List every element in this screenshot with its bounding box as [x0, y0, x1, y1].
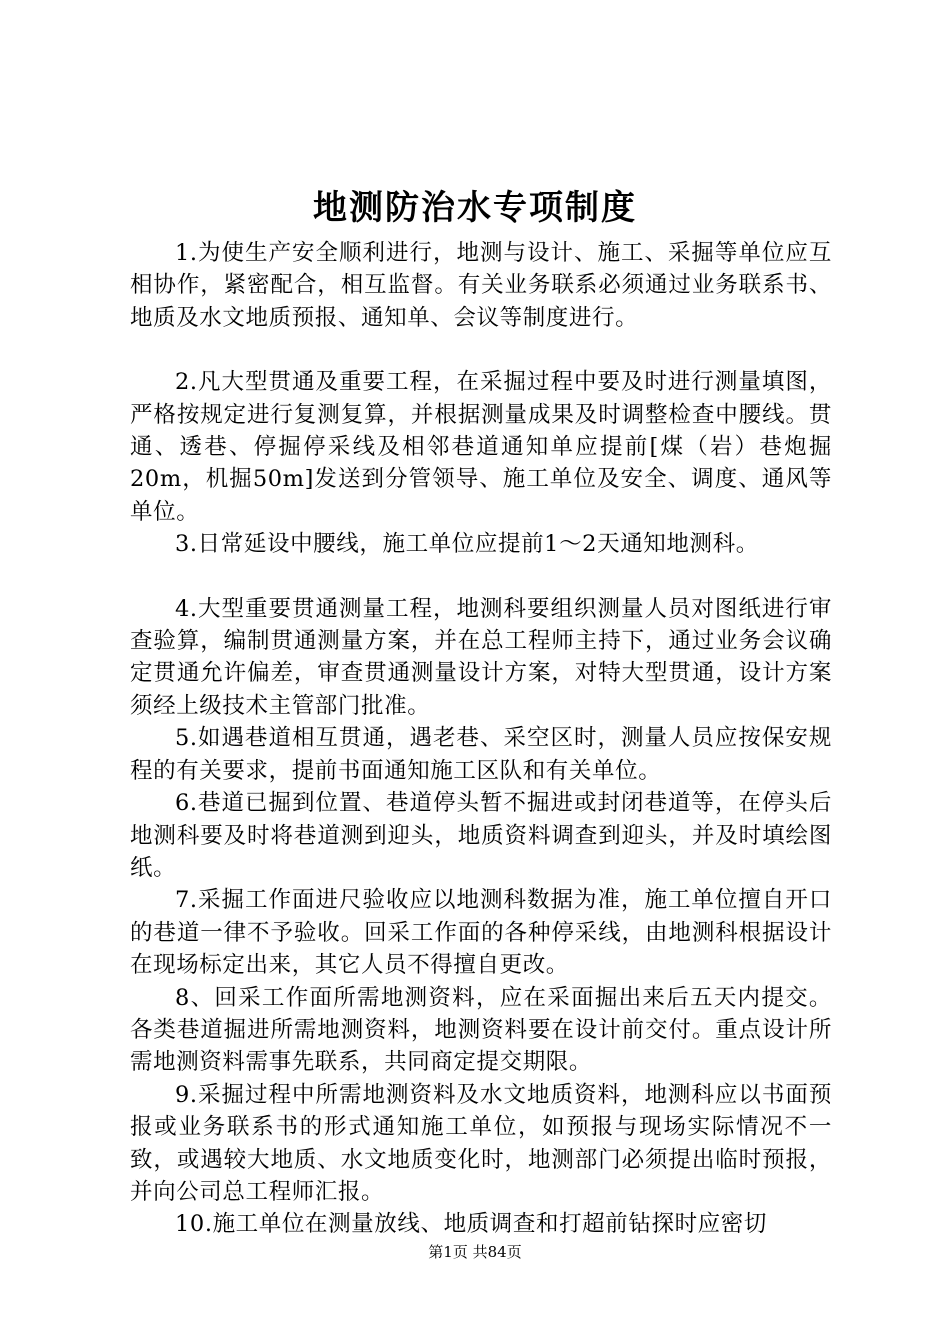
paragraph-10: 10.施工单位在测量放线、地质调查和打超前钻探时应密切: [175, 1211, 767, 1238]
paragraph-6: 6.巷道已掘到位置、巷道停头暂不掘进或封闭巷道等，在停头后地测科要及时将巷道测到迎头，地质资料调查到迎头，并及时填绘图纸。: [130, 790, 832, 881]
paragraph-1: 1.为使生产安全顺利进行，地测与设计、施工、采掘等单位应互相协作，紧密配合，相互监督。有关业务联系必须通过业务联系书、地质及水文地质预报、通知单、会议等制度进行。: [130, 240, 832, 331]
paragraph-2: 2.凡大型贯通及重要工程，在采掘过程中要及时进行测量填图，严格按规定进行复测复算，并根据测量成果及时调整检查中腰线。贯通、透巷、停掘停采线及相邻巷道通知单应提前[煤（岩）巷炮掘20m，机掘50m]发送到分管领导、施工单位及安全、调度、通风等单位。: [130, 369, 832, 525]
page-number-footer: 第1页 共84页: [428, 1243, 522, 1261]
document-title: 地测防治水专项制度: [313, 188, 637, 228]
paragraph-9: 9.采掘过程中所需地测资料及水文地质资料，地测科应以书面预报或业务联系书的形式通知施工单位，如预报与现场实际情况不一致，或遇较大地质、水文地质变化时，地测部门必须提出临时预报，并向公司总工程师汇报。: [130, 1081, 832, 1205]
paragraph-4: 4.大型重要贯通测量工程，地测科要组织测量人员对图纸进行审查验算，编制贯通测量方案，并在总工程师主持下，通过业务会议确定贯通允许偏差，审查贯通测量设计方案，对特大型贯通，设计方案须经上级技术主管部门批准。: [130, 595, 832, 719]
document-body: [130, 237, 832, 1241]
paragraph-8: 8、回采工作面所需地测资料，应在采面掘出来后五天内提交。各类巷道掘进所需地测资料，地测资料要在设计前交付。重点设计所需地测资料需事先联系，共同商定提交期限。: [130, 984, 832, 1076]
paragraph-5: 5.如遇巷道相互贯通，遇老巷、采空区时，测量人员应按保安规程的有关要求，提前书面通知施工区队和有关单位。: [130, 725, 832, 784]
paragraph-3: 3.日常延设中腰线，施工单位应提前1～2天通知地测科。: [175, 531, 759, 558]
paragraph-7: 7.采掘工作面进尺验收应以地测科数据为准，施工单位擅自开口的巷道一律不予验收。回采工作面的各种停采线，由地测科根据设计在现场标定出来，其它人员不得擅自更改。: [130, 887, 832, 979]
